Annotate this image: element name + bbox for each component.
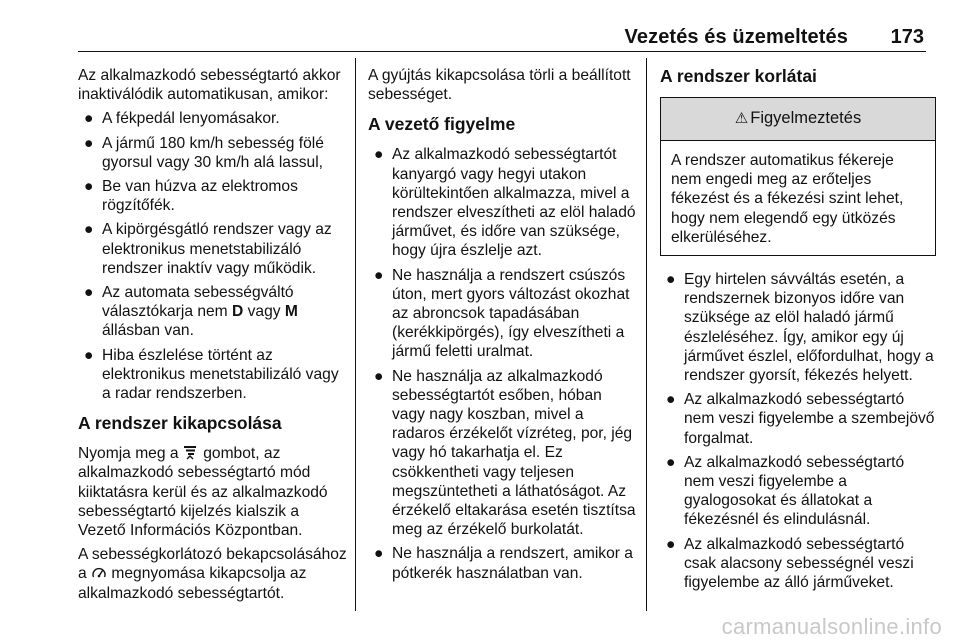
list-item: ● Az alkalmazkodó sebességtartó nem veszi figyelembe a szembejövő forgalmat. [666,391,935,447]
deactivation-intro: Az alkalmazkodó sebességtartó akkor inaktiválódik automatikusan, amikor: [78,67,341,104]
bullet: ● [666,453,676,471]
gear-m: M [284,303,298,321]
list-item: ● Az alkalmazkodó sebességtartó csak alacsony sebességnél veszi figyelembe az álló járműveket. [666,535,914,592]
section-heading: A vezető figyelme [368,114,516,135]
page-header [0,0,960,52]
bullet: ● [84,134,94,152]
section-heading: A rendszer kikapcsolása [78,413,282,434]
gear-d: D [232,303,244,321]
list-item: ● A jármű 180 km/h sebesség fölé gyorsul vagy 30 km/h alá lassul, [84,134,324,171]
page-number: 173 [890,26,924,48]
list-item: ● Hiba észlelése történt az elektronikus menetstabilizáló vagy a radar rendszerben. [84,346,339,403]
adaptive-cruise-icon [183,445,199,460]
speed-limiter-icon [91,565,107,580]
list-item: ● Ne használja a rendszert, amikor a pótkerék használatban van. [374,545,633,582]
column-divider [355,58,356,611]
bullet: ● [374,266,384,284]
list-item: ● Egy hirtelen sávváltás esetén, a rendszernek bizonyos időre van szüksége az elöl haladó jármű észleléséhez. Így, amikor egy új járművet észlel, előfordulhat, hogy a rendszer gyorsít, fékezés helyett. [666,271,934,385]
warning-title: Figyelmeztetés [750,109,862,128]
paragraph: A sebességkorlátozó bekapcsolásához a megnyomása kikapcsolja az alkalmazkodó sebességtartót. [78,546,347,602]
bullet: ● [84,284,94,302]
header-rule [78,51,926,52]
bullet: ● [84,110,94,128]
limitations-list [660,270,936,592]
watermark: carmanualsonline.info [721,614,942,639]
list-item: ● Az alkalmazkodó sebességtartó nem veszi figyelembe a gyalogosokat és állatokat a fékezésnél és elindulásnál. [666,453,905,529]
section-heading: A rendszer korlátai [660,66,817,86]
driver-attention-list [368,145,636,582]
list-item: ● Az automata sebességváltó választókarja nem D vagy M állásban van. [84,284,298,340]
paragraph: Nyomja meg a gombot, az alkalmazkodó sebességtartó mód kiiktatásra kerül és az alkalmazkodó sebességtartó kijelzés kialszik a Vezető Információs Központban. [78,445,328,540]
warning-box [660,97,936,256]
bullet: ● [666,391,676,409]
column-2 [368,66,636,589]
warning-triangle-icon: ⚠ [734,110,749,128]
column-3 [660,66,936,598]
bullet: ● [374,146,384,164]
list-item: ● Az alkalmazkodó sebességtartót kanyargó vagy hegyi utakon körültekintően alkalmazza, mivel a rendszer elveszítheti az elöl haladó járművet, és időre van szüksége, hogy újra észlelje azt. [374,146,636,260]
list-item: ● A fékpedál lenyomásakor. [84,110,280,128]
column-divider [646,58,647,611]
column-1 [78,66,350,608]
bullet: ● [374,367,384,385]
deactivation-list [78,109,350,403]
list-item: ● A kipörgésgátló rendszer vagy az elektronikus menetstabilizáló rendszer inaktív vagy működik. [84,221,332,277]
list-item: ● Ne használja az alkalmazkodó sebességtartót esőben, hóban vagy nagy koszban, mivel a radaros érzékelőt vízréteg, por, jég vagy hó takarhatja el. Ez csökkentheti vagy teljesen megszüntetheti a láthatóságot. Az érzékelő eltakarása esetén tisztítsa meg az érzékelő burkolatát. [374,367,636,539]
bullet: ● [84,346,94,364]
list-item: ● Be van húzva az elektromos rögzítőfék. [84,178,298,215]
paragraph: A gyújtás kikapcsolása törli a beállított sebességet. [368,67,631,104]
bullet: ● [666,535,676,553]
warning-text: A rendszer automatikus fékereje nem engedi meg az erőteljes fékezést és a fékezési szint lehet, hogy nem elegendő egy ütközés elkerüléséhez. [671,152,904,246]
list-item: ● Ne használja a rendszert csúszós úton, mert gyors változást okozhat az abroncsok tapadásában (kerékkipörgés), így elveszítheti a jármű feletti uralmat. [374,266,630,361]
bullet: ● [84,221,94,239]
section-title: Vezetés és üzemeltetés [624,26,848,48]
bullet: ● [374,545,384,563]
warning-header [661,98,935,141]
bullet: ● [666,271,676,289]
bullet: ● [84,178,94,196]
